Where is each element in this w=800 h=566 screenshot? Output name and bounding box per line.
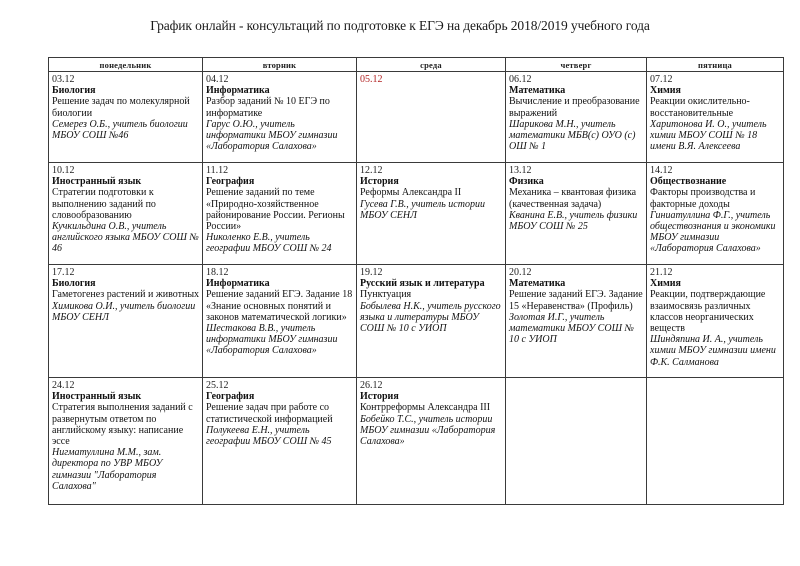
cell-topic: Пунктуация <box>360 289 412 301</box>
schedule-cell-empty <box>647 378 784 505</box>
cell-subject: Русский язык и литература <box>360 278 485 290</box>
schedule-cell <box>49 378 203 505</box>
schedule-cell <box>203 378 357 505</box>
cell-topic: Решение задач по молекулярной биологии <box>52 96 190 119</box>
cell-date: 21.12 <box>650 267 673 278</box>
cell-date: 10.12 <box>52 165 75 176</box>
cell-teacher: Гарус О.Ю., учитель информатики МБОУ гимназии «Лаборатория Салахова» <box>206 118 338 153</box>
cell-teacher: Николенко Е.В., учитель географии МБОУ СОШ № 24 <box>206 232 332 255</box>
cell-date: 26.12 <box>360 380 383 391</box>
page-title: График онлайн - консультаций по подготовке к ЕГЭ на декабрь 2018/2019 учебного года <box>150 18 650 33</box>
schedule-cell-empty <box>506 378 647 505</box>
cell-teacher: Кванина Е.В., учитель физики МБОУ СОШ № 25 <box>509 209 638 233</box>
consultation-schedule-table <box>48 57 784 505</box>
schedule-cell <box>647 265 784 378</box>
schedule-cell <box>506 163 647 265</box>
cell-date: 19.12 <box>360 267 383 278</box>
header-tuesday: вторник <box>203 58 357 72</box>
cell-date: 25.12 <box>206 380 229 391</box>
week-row-4 <box>49 378 784 505</box>
cell-subject: Математика <box>509 278 566 290</box>
cell-subject: Биология <box>52 85 96 97</box>
cell-subject: История <box>360 176 399 188</box>
week-row-2 <box>49 163 784 265</box>
cell-subject: Математика <box>509 85 566 97</box>
header-thursday: четверг <box>506 58 647 72</box>
cell-teacher: Нигматуллина М.М., зам. директора по УВР МБОУ гимназии "Лаборатория Салахова" <box>52 447 163 492</box>
schedule-cell <box>357 163 506 265</box>
cell-date: 04.12 <box>206 74 229 85</box>
cell-date: 03.12 <box>52 74 75 85</box>
cell-subject: Информатика <box>206 278 270 290</box>
cell-topic: Факторы производства и факторные доходы <box>650 187 756 210</box>
schedule-cell <box>506 72 647 163</box>
cell-topic: Стратегия выполнения заданий с развернутым ответом по английскому языку: написание эссе <box>52 402 193 448</box>
schedule-cell <box>357 72 506 163</box>
cell-topic: Стратегии подготовки к выполнению заданий по словообразованию <box>52 187 156 221</box>
cell-date: 18.12 <box>206 267 229 278</box>
schedule-cell <box>647 72 784 163</box>
cell-date: 12.12 <box>360 165 383 176</box>
cell-date-highlighted: 05.12 <box>360 74 383 85</box>
cell-subject: Обществознание <box>650 176 727 188</box>
cell-teacher: Семерез О.Б., учитель биологии МБОУ СОШ №46 <box>52 118 188 142</box>
cell-teacher: Полукеева Е.Н., учитель географии МБОУ СОШ № 45 <box>206 424 332 448</box>
cell-topic: Контрреформы Александра III <box>360 402 491 414</box>
cell-teacher: Химикова О.И., учитель биологии МБОУ СЕНЛ <box>52 300 196 323</box>
cell-teacher: Бобейко Т.С., учитель истории МБОУ гимназии «Лаборатория Салахова» <box>360 413 496 448</box>
cell-topic: Гаметогенез растений и животных <box>52 289 200 301</box>
week-row-3 <box>49 265 784 378</box>
cell-topic: Решение заданий ЕГЭ. Задание 18 «Знание основных понятий и законов математической логики» <box>206 289 353 323</box>
cell-subject: Химия <box>650 85 681 97</box>
cell-teacher: Золотая И.Г., учитель математики МБОУ СОШ № 10 с УИОП <box>509 311 634 346</box>
week-row-1 <box>49 72 784 163</box>
cell-subject: География <box>206 176 255 188</box>
cell-date: 14.12 <box>650 165 673 176</box>
cell-topic: Решение заданий ЕГЭ. Задание 15 «Неравенства» (Профиль) <box>509 289 643 312</box>
cell-teacher: Бобылева Н.К., учитель русского языка и литературы МБОУ СОШ № 10 с УИОП <box>360 300 501 335</box>
cell-subject: Иностранный язык <box>52 391 142 403</box>
cell-date: 13.12 <box>509 165 532 176</box>
cell-subject: География <box>206 391 255 403</box>
header-row <box>49 58 784 72</box>
cell-date: 24.12 <box>52 380 75 391</box>
cell-date: 20.12 <box>509 267 532 278</box>
cell-subject: Иностранный язык <box>52 176 142 188</box>
schedule-cell <box>49 163 203 265</box>
cell-topic: Решение задач при работе со статистической информацией <box>206 402 333 425</box>
header-friday: пятница <box>647 58 784 72</box>
schedule-cell <box>203 72 357 163</box>
cell-topic: Реакции окислительно-восстановительные <box>650 96 750 119</box>
schedule-cell <box>203 163 357 265</box>
cell-topic: Реформы Александра II <box>360 187 462 199</box>
cell-topic: Решение заданий по теме «Природно-хозяйственное районирование России. Регионы России» <box>206 187 345 233</box>
cell-date: 06.12 <box>509 74 532 85</box>
cell-date: 07.12 <box>650 74 673 85</box>
schedule-cell <box>357 378 506 505</box>
schedule-cell <box>203 265 357 378</box>
cell-subject: Физика <box>509 176 544 188</box>
cell-teacher: Кучкильдина О.В., учитель английского языка МБОУ СОШ № 46 <box>52 221 199 255</box>
schedule-cell <box>49 265 203 378</box>
cell-subject: История <box>360 391 399 403</box>
cell-teacher: Гусева Г.В., учитель истории МБОУ СЕНЛ <box>360 198 485 221</box>
cell-teacher: Шарикова М.Н., учитель математики МБВ(с) ОУО (с) ОШ № 1 <box>509 118 636 153</box>
header-wednesday: среда <box>357 58 506 72</box>
header-monday: понедельник <box>49 58 203 72</box>
cell-subject: Информатика <box>206 85 270 97</box>
cell-topic: Вычисление и преобразование выражений <box>509 96 640 119</box>
schedule-cell <box>506 265 647 378</box>
cell-teacher: Гиниатуллина Ф.Г., учитель обществознания и экономики МБОУ гимназии «Лаборатория Салахова» <box>650 209 776 255</box>
schedule-cell <box>647 163 784 265</box>
cell-topic: Разбор заданий № 10 ЕГЭ по информатике <box>206 96 330 119</box>
cell-subject: Химия <box>650 278 681 290</box>
schedule-cell <box>49 72 203 163</box>
cell-date: 17.12 <box>52 267 75 278</box>
cell-topic: Реакции, подтверждающие взаимосвязь различных классов неорганических веществ <box>650 289 766 335</box>
cell-topic: Механика – квантовая физика (качественная задача) <box>509 187 637 210</box>
cell-subject: Биология <box>52 278 96 290</box>
cell-teacher: Шестакова В.В., учитель информатики МБОУ гимназии «Лаборатория Салахова» <box>206 323 338 357</box>
cell-date: 11.12 <box>206 165 229 176</box>
cell-teacher: Харитонова И. О., учитель химии МБОУ СОШ № 18 имени В.Я. Алексеева <box>650 118 767 153</box>
schedule-cell <box>357 265 506 378</box>
cell-teacher: Шиндяпина И. А., учитель химии МБОУ гимназии имени Ф.К. Салманова <box>650 334 776 368</box>
